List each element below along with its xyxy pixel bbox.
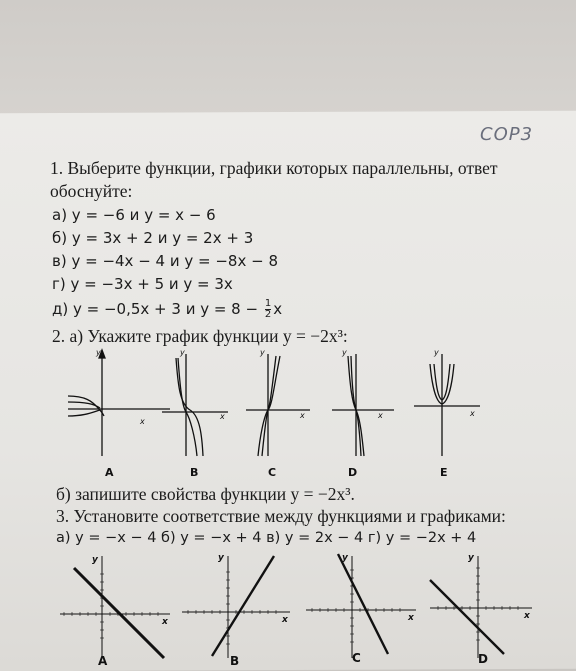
graph-3b	[182, 556, 290, 658]
axis-label-x: x	[378, 411, 383, 420]
q3-graph-label-a: A	[98, 654, 108, 668]
axis-label-x: x	[524, 611, 530, 621]
q3-graphs	[58, 550, 538, 662]
graph-d	[332, 354, 394, 456]
q1-option-v: в) y = −4x − 4 и y = −8x − 8	[52, 252, 278, 270]
q2-part-a: 2. а) Укажите график функции y = −2x³:	[52, 326, 348, 346]
graph-e	[414, 354, 480, 456]
q2-graphs	[60, 346, 490, 476]
axis-label-y: y	[342, 348, 347, 357]
axis-label-y: y	[180, 348, 185, 357]
axis-label-y: y	[218, 553, 224, 563]
q1-title: 1. Выберите функции, графики которых параллельны, ответ	[50, 158, 498, 178]
graph-b	[162, 354, 228, 456]
graph-3c	[306, 554, 416, 658]
q1-option-d-text: д) y = −0,5x + 3 и y = 8 −	[52, 300, 259, 318]
axis-label-y: y	[342, 553, 348, 563]
q2-graph-label-b: B	[190, 466, 199, 479]
q1-option-a: а) y = −6 и y = x − 6	[52, 206, 216, 224]
q1-title-cont: обоснуйте:	[50, 181, 133, 201]
graph-c	[246, 354, 310, 456]
q2-graph-label-c: C	[268, 466, 277, 479]
axis-label-x: x	[282, 615, 288, 625]
handwritten-note: СОР3	[480, 124, 534, 145]
axis-label-x: x	[162, 617, 168, 627]
q3-graph-label-c: C	[352, 651, 361, 665]
q2-graph-label-a: A	[105, 466, 114, 479]
q1-option-d-x: x	[273, 300, 283, 318]
q1-option-g: г) y = −3x + 5 и y = 3x	[52, 275, 233, 293]
fraction-denominator: 2	[264, 309, 272, 320]
graph-3a	[60, 556, 170, 658]
q1-option-b: б) y = 3x + 2 и y = 2x + 3	[52, 229, 254, 247]
q1-option-d	[52, 299, 282, 320]
axis-label-x: x	[470, 409, 475, 418]
axis-label-y: y	[260, 348, 265, 357]
fraction	[265, 299, 271, 320]
q3-graph-label-b: B	[230, 654, 240, 668]
axis-label-x: x	[300, 411, 305, 420]
fraction-numerator: 1	[264, 298, 272, 309]
q3-title: 3. Установите соответствие между функциями и графиками:	[56, 506, 506, 526]
graph-3d	[430, 556, 532, 658]
graph-a	[68, 350, 170, 456]
axis-label-x: x	[408, 613, 414, 623]
axis-label-y: y	[96, 348, 101, 357]
q3-functions: а) y = −x − 4 б) y = −x + 4 в) y = 2x − 4 г) y = −2x + 4	[56, 530, 477, 546]
background-top	[0, 0, 576, 118]
axis-label-x: x	[140, 417, 145, 426]
axis-label-x: x	[220, 412, 225, 421]
q2-graph-label-e: E	[440, 466, 448, 479]
axis-label-y: y	[434, 348, 439, 357]
axis-label-y: y	[468, 553, 474, 563]
axis-label-y: y	[92, 555, 98, 565]
q2-graph-label-d: D	[348, 466, 358, 479]
q3-graph-label-d: D	[478, 652, 488, 666]
q2-part-b: б) запишите свойства функции y = −2x³.	[56, 484, 355, 504]
